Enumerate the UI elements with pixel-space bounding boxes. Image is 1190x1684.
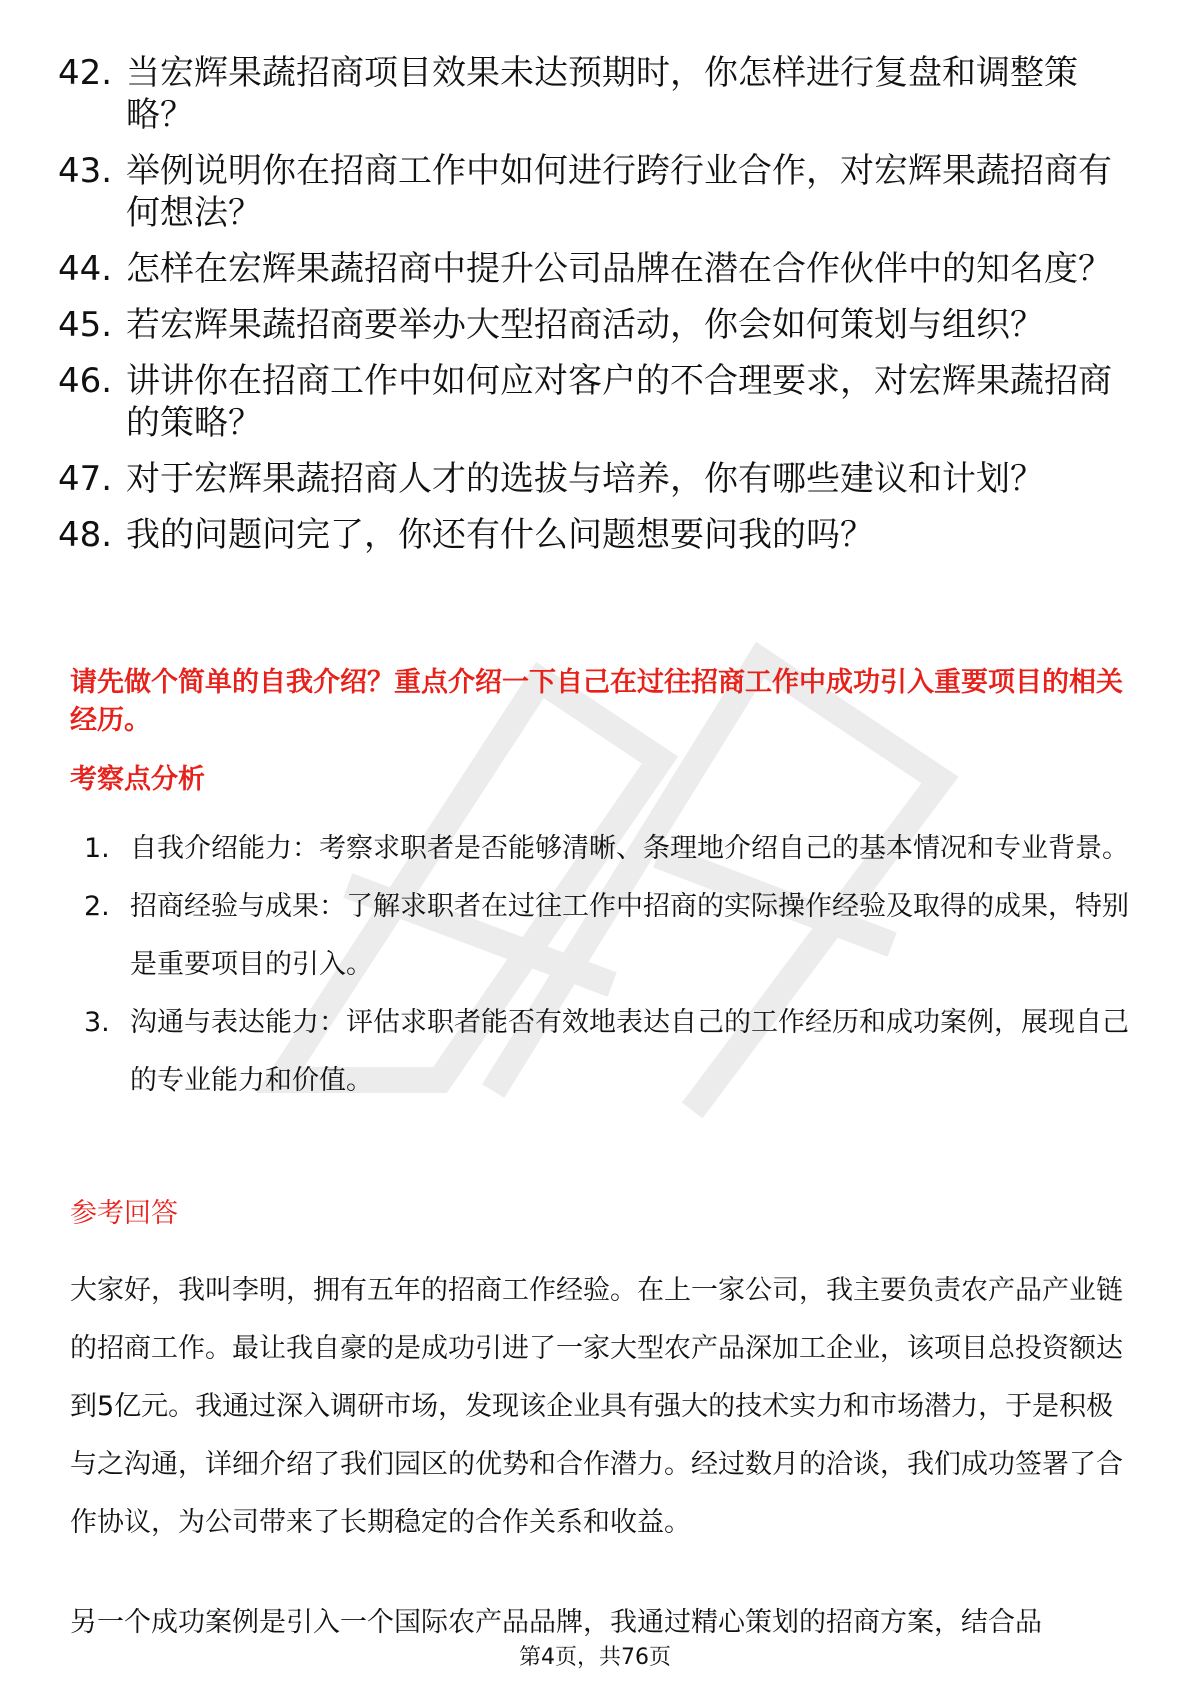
- answer-paragraph: 另一个成功案例是引入一个国际农产品品牌，我通过精心策划的招商方案，结合品: [70, 1607, 1042, 1636]
- answer-heading: 参考回答: [70, 1198, 178, 1229]
- question-item: [58, 458, 1138, 500]
- analysis-text: 自我介绍能力：考察求职者是否能够清晰、条理地介绍自己的基本情况和专业背景。: [130, 833, 1129, 864]
- analysis-text: 沟通与表达能力：评估求职者能否有效地表达自己的工作经历和成功案例，展现自己的专业能力和价值。: [130, 1007, 1129, 1096]
- analysis-text: 招商经验与成果：了解求职者在过往工作中招商的实际操作经验及取得的成果，特别是重要项目的引入。: [130, 891, 1129, 980]
- question-number: 48.: [58, 515, 113, 555]
- question-number: 47.: [58, 459, 113, 499]
- analysis-number: 2.: [84, 891, 110, 922]
- analysis-number: 3.: [84, 1007, 110, 1038]
- question-text: 我的问题问完了，你还有什么问题想要问我的吗？: [126, 515, 874, 555]
- featured-question: 请先做个简单的自我介绍？重点介绍一下自己在过往招商工作中成功引入重要项目的相关经历。: [70, 667, 1123, 736]
- question-item: [58, 150, 1138, 234]
- analysis-item: [84, 820, 1134, 878]
- question-list: [58, 52, 1138, 570]
- question-number: 45.: [58, 305, 113, 345]
- page-footer: 第4页，共76页: [0, 1643, 1190, 1673]
- question-number: 43.: [58, 151, 113, 191]
- analysis-list: [84, 820, 1134, 1110]
- question-number: 46.: [58, 361, 113, 401]
- question-text: 当宏辉果蔬招商项目效果未达预期时，你怎样进行复盘和调整策略？: [126, 53, 1078, 135]
- question-text: 举例说明你在招商工作中如何进行跨行业合作，对宏辉果蔬招商有何想法？: [126, 151, 1112, 233]
- analysis-number: 1.: [84, 833, 110, 864]
- question-text: 讲讲你在招商工作中如何应对客户的不合理要求，对宏辉果蔬招商的策略？: [126, 361, 1112, 443]
- question-text: 若宏辉果蔬招商要举办大型招商活动，你会如何策划与组织？: [126, 305, 1044, 345]
- question-number: 44.: [58, 249, 113, 289]
- question-text: 对于宏辉果蔬招商人才的选拔与培养，你有哪些建议和计划？: [126, 459, 1044, 499]
- question-item: [58, 360, 1138, 444]
- question-item: [58, 248, 1138, 290]
- question-text: 怎样在宏辉果蔬招商中提升公司品牌在潜在合作伙伴中的知名度？: [126, 249, 1112, 289]
- question-number: 42.: [58, 53, 113, 93]
- analysis-item: [84, 994, 1134, 1110]
- question-item: [58, 514, 1138, 556]
- analysis-heading: 考察点分析: [70, 764, 205, 795]
- question-item: [58, 304, 1138, 346]
- analysis-item: [84, 878, 1134, 994]
- answer-paragraph: 大家好，我叫李明，拥有五年的招商工作经验。在上一家公司，我主要负责农产品产业链的招商工作。最让我自豪的是成功引进了一家大型农产品深加工企业，该项目总投资额达到5亿元。我通过深入调研市场，发现该企业具有强大的技术实力和市场潜力，于是积极与之沟通，详细介绍了我们园区的优势和合作潜力。经过数月的洽谈，我们成功签署了合作协议，为公司带来了长期稳定的合作关系和收益。: [70, 1275, 1123, 1538]
- question-item: [58, 52, 1138, 136]
